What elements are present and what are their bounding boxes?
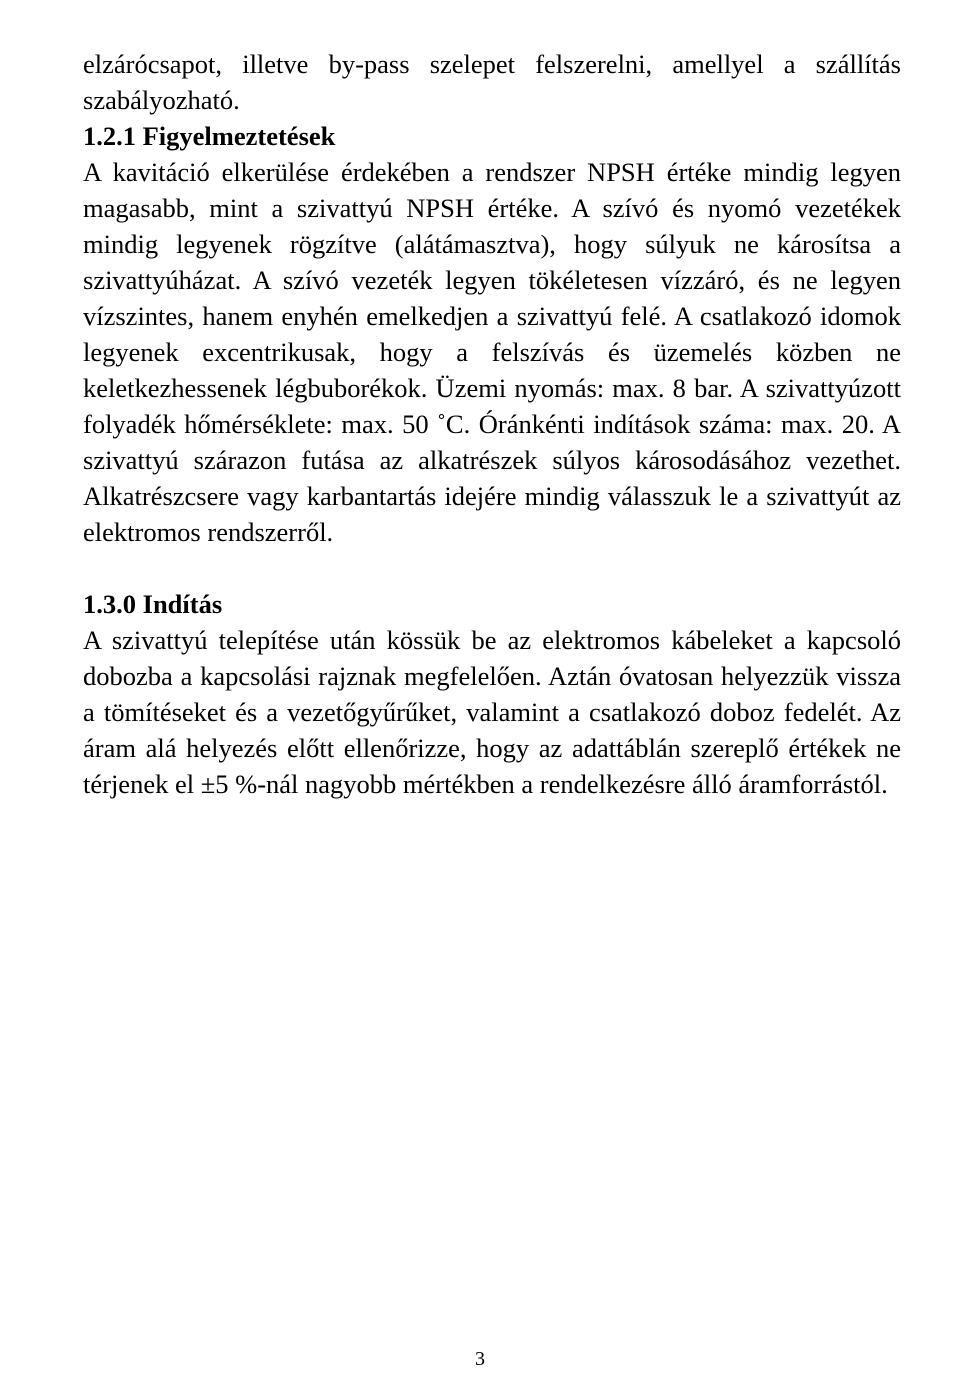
section-heading-warnings: 1.2.1 Figyelmeztetések	[83, 121, 336, 151]
page-number: 3	[475, 1348, 485, 1370]
section-heading-start: 1.3.0 Indítás	[83, 589, 223, 619]
section-body-start: A szivattyú telepítése után kössük be az elektromos kábeleket a kapcsoló dobozba a kapcsolási rajznak megfelelően. Aztán óvatosan helyezzük vissza a tömítéseket és a vezetőgyűrűket, valamint a csatlakozó doboz fedelét. Az áram alá helyezés előtt ellenőrizze, hogy az adattáblán szereplő értékek ne térjenek el ±5 %-nál nagyobb mértékben a rendelkezésre álló áramforrástól.	[83, 625, 901, 799]
intro-paragraph: elzárócsapot, illetve by-pass szelepet felszerelni, amellyel a szállítás szabályozható.	[83, 49, 901, 115]
section-spacer	[83, 550, 901, 586]
document-page	[83, 46, 901, 802]
section-body-warnings: A kavitáció elkerülése érdekében a rendszer NPSH értéke mindig legyen magasabb, mint a szivattyú NPSH értéke. A szívó és nyomó vezetékek mindig legyenek rögzítve (alátámasztva), hogy súlyuk ne károsítsa a szivattyúházat. A szívó vezeték legyen tökéletesen vízzáró, és ne legyen vízszintes, hanem enyhén emelkedjen a szivattyú felé. A csatlakozó idomok legyenek excentrikusak, hogy a felszívás és üzemelés közben ne keletkezhessenek légbuborékok. Üzemi nyomás: max. 8 bar. A szivattyúzott folyadék hőmérséklete: max. 50 ˚C. Óránkénti indítások száma: max. 20. A szivattyú szárazon futása az alkatrészek súlyos károsodásához vezethet. Alkatrészcsere vagy karbantartás idejére mindig válasszuk le a szivattyút az elektromos rendszerről.	[83, 157, 901, 547]
